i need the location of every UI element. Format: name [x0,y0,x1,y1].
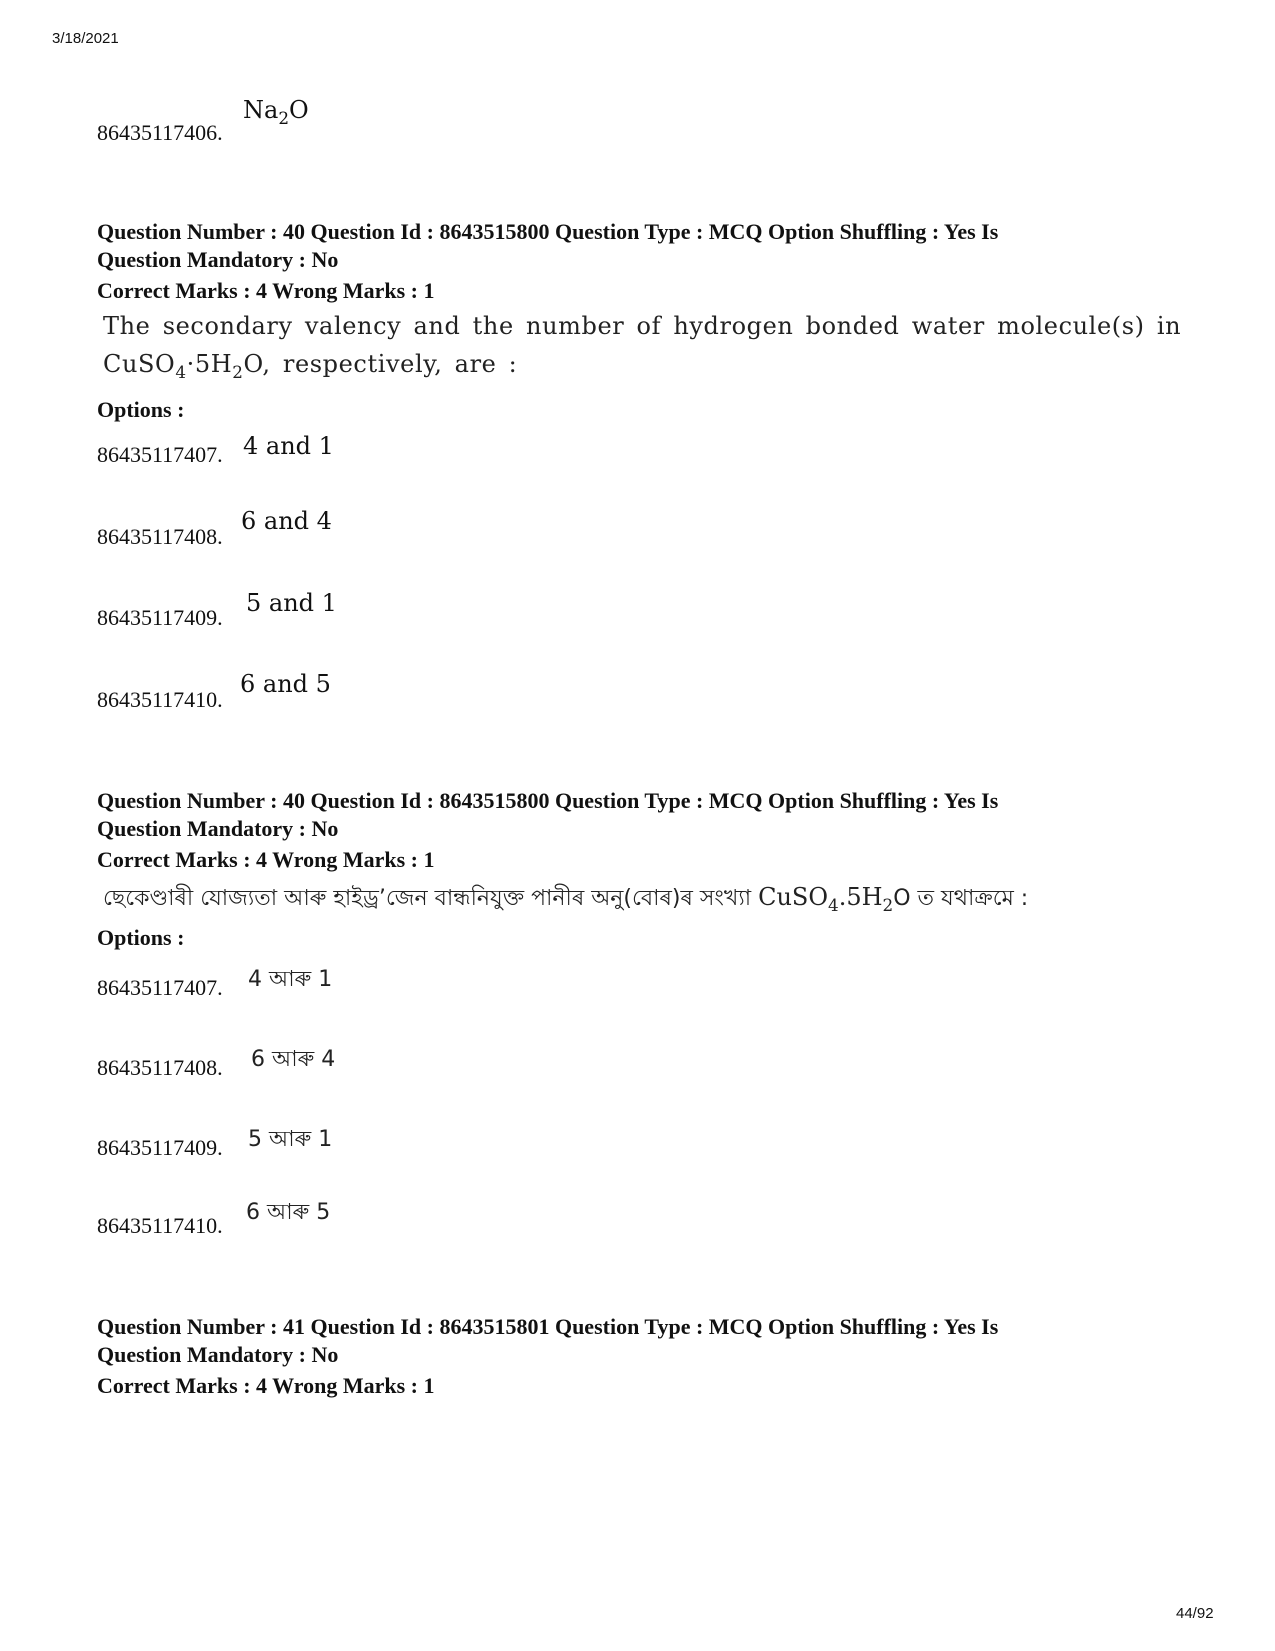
option-id: 86435117407. [97,975,223,1000]
option-text: 5 আৰু 1 [248,1127,333,1152]
print-date: 3/18/2021 [52,30,119,47]
option-text: 6 আৰু 4 [251,1047,336,1072]
question-marks: Correct Marks : 4 Wrong Marks : 1 [97,1373,435,1398]
question-header: Question Number : 40 Question Id : 8643515800 Question Type : MCQ Option Shuffling : Yes Is Question Mandatory : No [97,788,999,841]
option-text: 4 and 1 [243,432,334,460]
option-id: 86435117408. [97,524,223,549]
option-id: 86435117406. [97,120,223,145]
page-number: 44/92 [1176,1605,1214,1622]
option-id: 86435117410. [97,687,223,712]
question-header: Question Number : 40 Question Id : 8643515800 Question Type : MCQ Option Shuffling : Yes Is Question Mandatory : No [97,219,999,272]
question-header: Question Number : 41 Question Id : 8643515801 Question Type : MCQ Option Shuffling : Yes Is Question Mandatory : No [97,1314,999,1367]
option-text: 6 আৰু 5 [246,1200,331,1225]
question-marks: Correct Marks : 4 Wrong Marks : 1 [97,847,435,872]
option-id: 86435117410. [97,1213,223,1238]
option-id: 86435117409. [97,605,223,630]
option-text: 5 and 1 [246,589,337,617]
option-id: 86435117409. [97,1135,223,1160]
options-label: Options : [97,397,185,422]
question-marks: Correct Marks : 4 Wrong Marks : 1 [97,278,435,303]
option-text: $Na_2O$ [243,96,309,128]
option-text: 4 আৰু 1 [248,967,333,992]
option-text: 6 and 5 [240,670,331,698]
option-id: 86435117407. [97,442,223,467]
question-text-line2: $CuSO_4\cdot 5H_2O$, respectively, are : [103,350,518,382]
question-text: The secondary valency and the number of hydrogen bonded water molecule(s) in [103,312,1182,340]
options-label: Options : [97,925,185,950]
option-id: 86435117408. [97,1055,223,1080]
question-text: ছেকেণ্ডাৰী যোজ্যতা আৰু হাইড্ৰ’জেন বান্ধনিযুক্ত পানীৰ অনু(বোৰ)ৰ সংখ্যা $CuSO_4.5H_2O$ ত যথাক্ৰমে : [103,883,1029,915]
option-text: 6 and 4 [241,507,332,535]
